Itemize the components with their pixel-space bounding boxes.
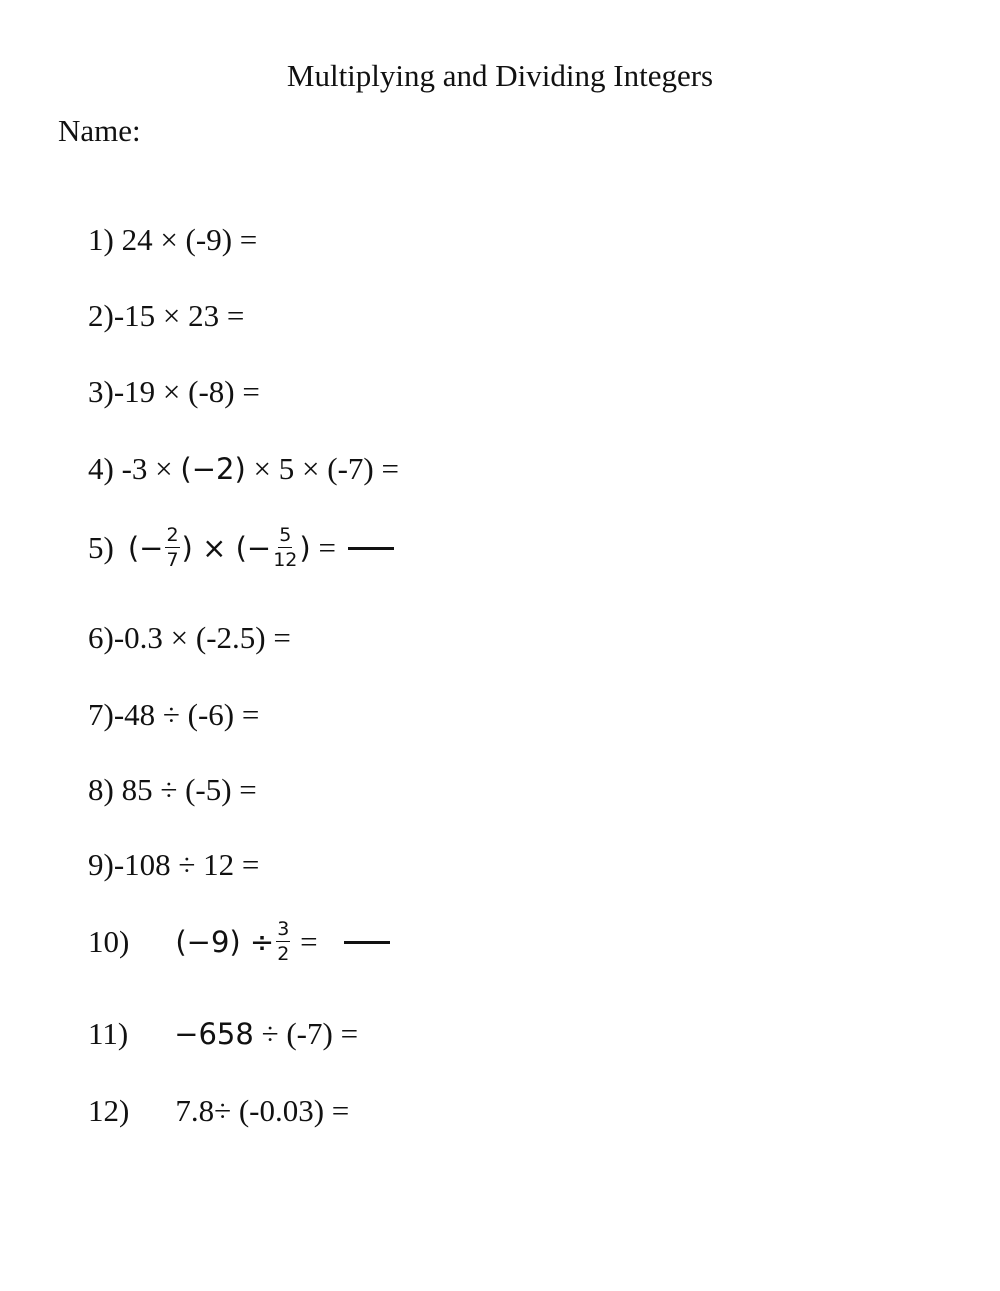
problem-7-text: 7)-48 ÷ (-6) =	[88, 697, 260, 732]
problem-6	[88, 620, 291, 656]
fraction-3-2	[276, 920, 290, 964]
fraction-2-7	[165, 526, 179, 570]
problem-5-close: )	[299, 531, 311, 565]
problem-5-equals: =	[310, 530, 336, 565]
problem-4-part-b: (−2)	[180, 452, 246, 486]
problem-2-text: 2)-15 × 23 =	[88, 298, 245, 333]
problem-11-label: 11)	[88, 1016, 129, 1051]
problem-9-text: 9)-108 ÷ 12 =	[88, 847, 260, 882]
problem-7	[88, 697, 259, 733]
fraction-numerator: 2	[166, 524, 179, 546]
answer-line	[344, 941, 390, 944]
problem-8	[88, 772, 257, 808]
problem-4-part-a: 4) -3 ×	[88, 451, 181, 486]
problem-10-label: 10)	[88, 924, 130, 959]
fraction-5-12	[273, 526, 297, 570]
problem-10	[88, 920, 390, 964]
answer-line	[348, 547, 394, 550]
problem-4-part-c: × 5 × (-7) =	[245, 451, 399, 486]
problem-2	[88, 298, 244, 334]
problem-11-expr: −658	[174, 1017, 254, 1051]
problem-3	[88, 374, 260, 410]
worksheet-title: Multiplying and Dividing Integers	[286, 58, 714, 93]
problem-4	[88, 451, 399, 487]
problem-11	[88, 1016, 358, 1052]
problem-10-expr: (−9) ÷	[175, 925, 275, 959]
problem-11-rest: ÷ (-7) =	[253, 1016, 359, 1051]
problem-10-equals: =	[292, 924, 318, 959]
problem-12	[88, 1093, 349, 1129]
problem-5-label: 5)	[88, 530, 114, 565]
fraction-denominator: 12	[273, 549, 298, 571]
problem-1-text: 1) 24 × (-9) =	[88, 222, 258, 257]
problem-6-text: 6)-0.3 × (-2.5) =	[88, 620, 291, 655]
problem-12-label: 12)	[88, 1093, 130, 1128]
fraction-denominator: 7	[166, 549, 179, 571]
problem-8-text: 8) 85 ÷ (-5) =	[88, 772, 257, 807]
fraction-numerator: 3	[277, 918, 290, 940]
fraction-numerator: 5	[279, 524, 292, 546]
problem-1	[88, 222, 257, 258]
fraction-denominator: 2	[277, 943, 290, 965]
problem-9	[88, 847, 259, 883]
problem-5-open: (−	[127, 531, 164, 565]
problem-5-mid: ) × (−	[181, 531, 272, 565]
name-label: Name:	[58, 113, 141, 148]
problem-5	[88, 526, 394, 570]
problem-3-text: 3)-19 × (-8) =	[88, 374, 260, 409]
problem-12-expr: 7.8÷ (-0.03) =	[175, 1093, 350, 1128]
